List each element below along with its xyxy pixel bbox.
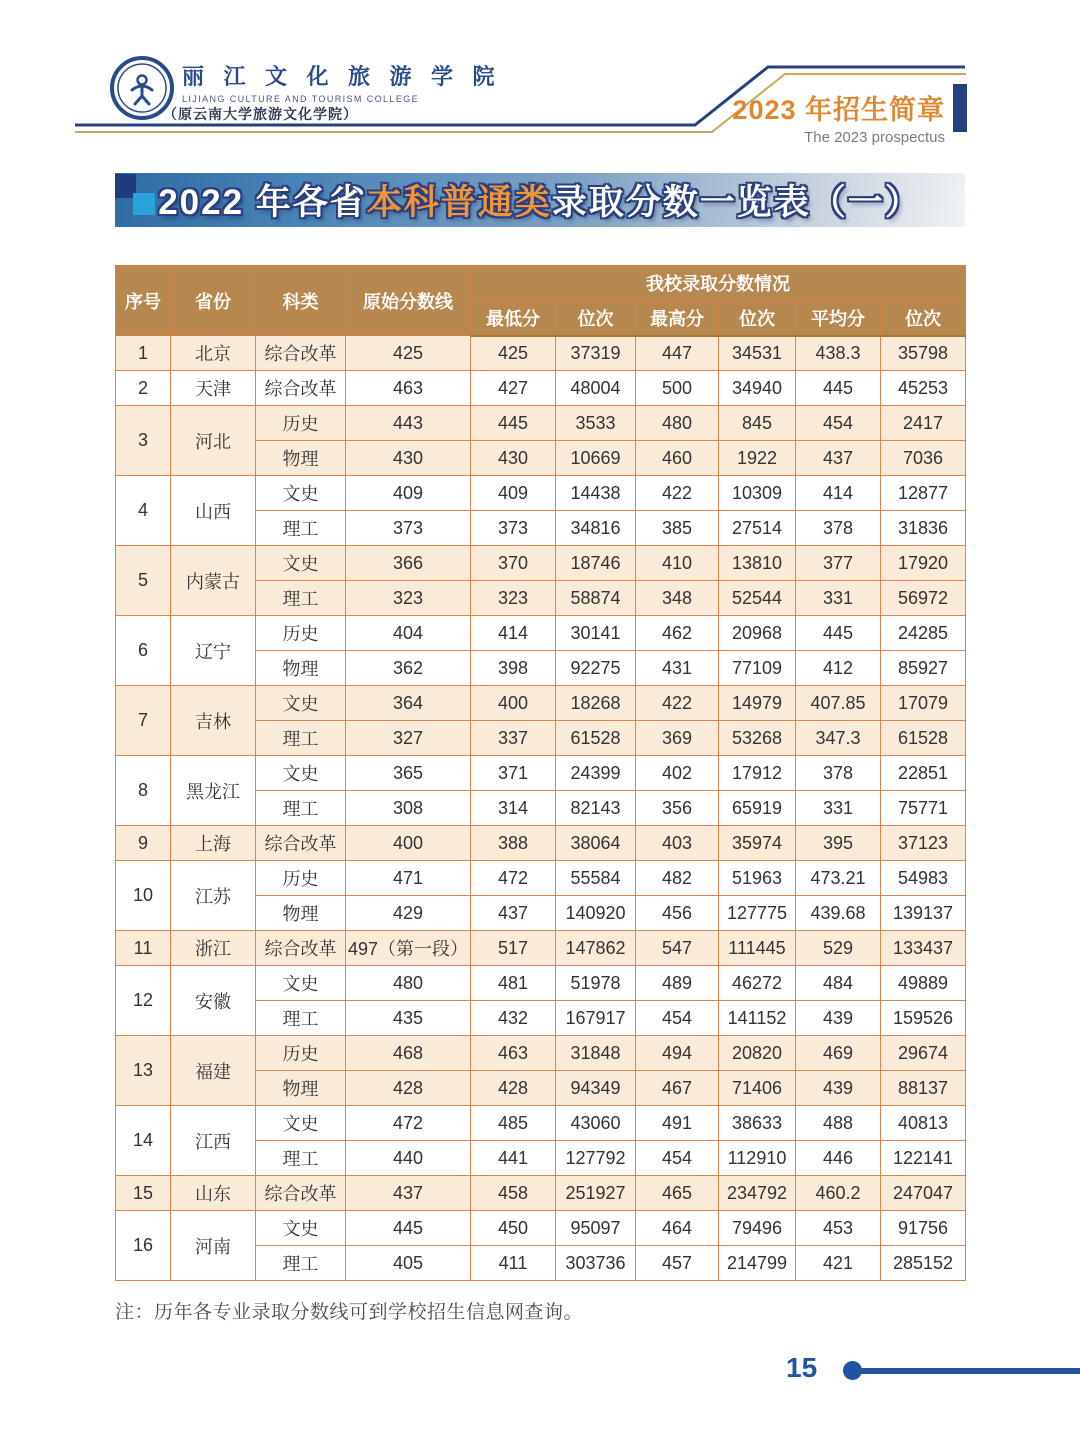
value-cell: 122141 bbox=[881, 1141, 966, 1176]
value-cell: 395 bbox=[796, 826, 881, 861]
province-cell: 北京 bbox=[171, 336, 256, 371]
value-cell: 430 bbox=[471, 441, 556, 476]
table-row bbox=[116, 616, 966, 651]
category-cell: 综合改革 bbox=[256, 336, 346, 371]
category-cell: 理工 bbox=[256, 721, 346, 756]
value-cell: 402 bbox=[636, 756, 719, 791]
value-cell: 20968 bbox=[719, 616, 796, 651]
value-cell: 133437 bbox=[881, 931, 966, 966]
value-cell: 472 bbox=[471, 861, 556, 896]
category-cell: 文史 bbox=[256, 686, 346, 721]
value-cell: 92275 bbox=[556, 651, 636, 686]
prospectus-subtitle: The 2023 prospectus bbox=[804, 129, 945, 146]
section-title-post: 录取分数一览表（一） bbox=[551, 183, 922, 222]
value-cell: 467 bbox=[636, 1071, 719, 1106]
value-cell: 469 bbox=[796, 1036, 881, 1071]
value-cell: 373 bbox=[346, 511, 471, 546]
value-cell: 88137 bbox=[881, 1071, 966, 1106]
seq-cell: 7 bbox=[116, 686, 171, 756]
value-cell: 20820 bbox=[719, 1036, 796, 1071]
value-cell: 348 bbox=[636, 581, 719, 616]
value-cell: 85927 bbox=[881, 651, 966, 686]
value-cell: 378 bbox=[796, 511, 881, 546]
seq-cell: 3 bbox=[116, 406, 171, 476]
value-cell: 431 bbox=[636, 651, 719, 686]
value-cell: 58874 bbox=[556, 581, 636, 616]
col-header-seq: 序号 bbox=[116, 266, 171, 336]
value-cell: 51963 bbox=[719, 861, 796, 896]
value-cell: 422 bbox=[636, 686, 719, 721]
value-cell: 454 bbox=[636, 1001, 719, 1036]
category-cell: 理工 bbox=[256, 1246, 346, 1281]
table-row bbox=[116, 826, 966, 861]
value-cell: 17920 bbox=[881, 546, 966, 581]
school-former-name: （原云南大学旅游文化学院） bbox=[163, 106, 358, 122]
category-cell: 物理 bbox=[256, 651, 346, 686]
value-cell: 454 bbox=[636, 1141, 719, 1176]
table-row bbox=[116, 1106, 966, 1141]
value-cell: 38064 bbox=[556, 826, 636, 861]
value-cell: 468 bbox=[346, 1036, 471, 1071]
value-cell: 845 bbox=[719, 406, 796, 441]
value-cell: 35798 bbox=[881, 336, 966, 371]
seq-cell: 14 bbox=[116, 1106, 171, 1176]
province-cell: 黑龙江 bbox=[171, 756, 256, 826]
value-cell: 439 bbox=[796, 1071, 881, 1106]
value-cell: 457 bbox=[636, 1246, 719, 1281]
value-cell: 362 bbox=[346, 651, 471, 686]
value-cell: 37123 bbox=[881, 826, 966, 861]
value-cell: 30141 bbox=[556, 616, 636, 651]
value-cell: 517 bbox=[471, 931, 556, 966]
value-cell: 460 bbox=[636, 441, 719, 476]
school-name-cn: 丽 江 文 化 旅 游 学 院 bbox=[182, 64, 502, 89]
value-cell: 17912 bbox=[719, 756, 796, 791]
seq-cell: 11 bbox=[116, 931, 171, 966]
value-cell: 488 bbox=[796, 1106, 881, 1141]
value-cell: 34940 bbox=[719, 371, 796, 406]
value-cell: 489 bbox=[636, 966, 719, 1001]
category-cell: 理工 bbox=[256, 1001, 346, 1036]
value-cell: 43060 bbox=[556, 1106, 636, 1141]
seq-cell: 6 bbox=[116, 616, 171, 686]
value-cell: 337 bbox=[471, 721, 556, 756]
value-cell: 53268 bbox=[719, 721, 796, 756]
value-cell: 425 bbox=[471, 336, 556, 371]
seq-cell: 12 bbox=[116, 966, 171, 1036]
value-cell: 481 bbox=[471, 966, 556, 1001]
value-cell: 214799 bbox=[719, 1246, 796, 1281]
value-cell: 61528 bbox=[881, 721, 966, 756]
value-cell: 370 bbox=[471, 546, 556, 581]
col-header-max-score: 最高分 bbox=[636, 301, 719, 336]
table-row bbox=[116, 756, 966, 791]
value-cell: 460.2 bbox=[796, 1176, 881, 1211]
value-cell: 453 bbox=[796, 1211, 881, 1246]
value-cell: 497（第一段） bbox=[346, 931, 471, 966]
value-cell: 127792 bbox=[556, 1141, 636, 1176]
value-cell: 49889 bbox=[881, 966, 966, 1001]
value-cell: 456 bbox=[636, 896, 719, 931]
value-cell: 29674 bbox=[881, 1036, 966, 1071]
table-header bbox=[116, 266, 966, 336]
value-cell: 428 bbox=[346, 1071, 471, 1106]
table-row bbox=[116, 966, 966, 1001]
value-cell: 439.68 bbox=[796, 896, 881, 931]
value-cell: 141152 bbox=[719, 1001, 796, 1036]
value-cell: 61528 bbox=[556, 721, 636, 756]
province-cell: 辽宁 bbox=[171, 616, 256, 686]
province-cell: 福建 bbox=[171, 1036, 256, 1106]
value-cell: 437 bbox=[796, 441, 881, 476]
col-header-min-score: 最低分 bbox=[471, 301, 556, 336]
value-cell: 405 bbox=[346, 1246, 471, 1281]
value-cell: 95097 bbox=[556, 1211, 636, 1246]
value-cell: 446 bbox=[796, 1141, 881, 1176]
value-cell: 458 bbox=[471, 1176, 556, 1211]
value-cell: 31836 bbox=[881, 511, 966, 546]
value-cell: 12877 bbox=[881, 476, 966, 511]
value-cell: 494 bbox=[636, 1036, 719, 1071]
value-cell: 369 bbox=[636, 721, 719, 756]
value-cell: 371 bbox=[471, 756, 556, 791]
section-banner bbox=[115, 173, 965, 227]
value-cell: 432 bbox=[471, 1001, 556, 1036]
value-cell: 54983 bbox=[881, 861, 966, 896]
value-cell: 437 bbox=[471, 896, 556, 931]
seq-cell: 1 bbox=[116, 336, 171, 371]
province-cell: 上海 bbox=[171, 826, 256, 861]
value-cell: 77109 bbox=[719, 651, 796, 686]
seq-cell: 5 bbox=[116, 546, 171, 616]
col-header-category: 科类 bbox=[256, 266, 346, 336]
value-cell: 18746 bbox=[556, 546, 636, 581]
table-row bbox=[116, 1211, 966, 1246]
seq-cell: 16 bbox=[116, 1211, 171, 1281]
value-cell: 465 bbox=[636, 1176, 719, 1211]
value-cell: 365 bbox=[346, 756, 471, 791]
value-cell: 10669 bbox=[556, 441, 636, 476]
value-cell: 464 bbox=[636, 1211, 719, 1246]
category-cell: 综合改革 bbox=[256, 1176, 346, 1211]
value-cell: 482 bbox=[636, 861, 719, 896]
table-row bbox=[116, 546, 966, 581]
value-cell: 327 bbox=[346, 721, 471, 756]
value-cell: 450 bbox=[471, 1211, 556, 1246]
value-cell: 454 bbox=[796, 406, 881, 441]
school-name-block bbox=[182, 60, 502, 104]
prospectus-accent-bar bbox=[953, 84, 967, 132]
value-cell: 65919 bbox=[719, 791, 796, 826]
col-header-max-rank: 位次 bbox=[719, 301, 796, 336]
value-cell: 411 bbox=[471, 1246, 556, 1281]
table-row bbox=[116, 336, 966, 371]
table-row bbox=[116, 371, 966, 406]
province-cell: 吉林 bbox=[171, 686, 256, 756]
value-cell: 409 bbox=[471, 476, 556, 511]
province-cell: 山西 bbox=[171, 476, 256, 546]
value-cell: 1922 bbox=[719, 441, 796, 476]
value-cell: 409 bbox=[346, 476, 471, 511]
category-cell: 历史 bbox=[256, 616, 346, 651]
value-cell: 38633 bbox=[719, 1106, 796, 1141]
col-header-avg-score: 平均分 bbox=[796, 301, 881, 336]
value-cell: 422 bbox=[636, 476, 719, 511]
value-cell: 18268 bbox=[556, 686, 636, 721]
seq-cell: 10 bbox=[116, 861, 171, 931]
value-cell: 429 bbox=[346, 896, 471, 931]
value-cell: 91756 bbox=[881, 1211, 966, 1246]
value-cell: 463 bbox=[346, 371, 471, 406]
seq-cell: 15 bbox=[116, 1176, 171, 1211]
table-row bbox=[116, 686, 966, 721]
value-cell: 37319 bbox=[556, 336, 636, 371]
value-cell: 234792 bbox=[719, 1176, 796, 1211]
value-cell: 111445 bbox=[719, 931, 796, 966]
seq-cell: 2 bbox=[116, 371, 171, 406]
value-cell: 22851 bbox=[881, 756, 966, 791]
value-cell: 398 bbox=[471, 651, 556, 686]
value-cell: 308 bbox=[346, 791, 471, 826]
value-cell: 323 bbox=[346, 581, 471, 616]
value-cell: 331 bbox=[796, 791, 881, 826]
value-cell: 127775 bbox=[719, 896, 796, 931]
value-cell: 407.85 bbox=[796, 686, 881, 721]
category-cell: 文史 bbox=[256, 1211, 346, 1246]
value-cell: 473.21 bbox=[796, 861, 881, 896]
category-cell: 综合改革 bbox=[256, 371, 346, 406]
value-cell: 35974 bbox=[719, 826, 796, 861]
value-cell: 51978 bbox=[556, 966, 636, 1001]
value-cell: 441 bbox=[471, 1141, 556, 1176]
category-cell: 综合改革 bbox=[256, 826, 346, 861]
category-cell: 历史 bbox=[256, 1036, 346, 1071]
category-cell: 理工 bbox=[256, 1141, 346, 1176]
col-header-group: 我校录取分数情况 bbox=[471, 266, 966, 301]
value-cell: 139137 bbox=[881, 896, 966, 931]
value-cell: 303736 bbox=[556, 1246, 636, 1281]
province-cell: 山东 bbox=[171, 1176, 256, 1211]
value-cell: 373 bbox=[471, 511, 556, 546]
table-row bbox=[116, 861, 966, 896]
category-cell: 历史 bbox=[256, 861, 346, 896]
table-row bbox=[116, 1036, 966, 1071]
value-cell: 7036 bbox=[881, 441, 966, 476]
value-cell: 314 bbox=[471, 791, 556, 826]
value-cell: 10309 bbox=[719, 476, 796, 511]
province-cell: 天津 bbox=[171, 371, 256, 406]
value-cell: 347.3 bbox=[796, 721, 881, 756]
section-title-pre: 2022 年各省 bbox=[158, 183, 367, 222]
value-cell: 427 bbox=[471, 371, 556, 406]
value-cell: 82143 bbox=[556, 791, 636, 826]
value-cell: 356 bbox=[636, 791, 719, 826]
category-cell: 历史 bbox=[256, 406, 346, 441]
table-row bbox=[116, 476, 966, 511]
value-cell: 48004 bbox=[556, 371, 636, 406]
admission-scores-table bbox=[115, 265, 966, 1281]
seq-cell: 4 bbox=[116, 476, 171, 546]
value-cell: 17079 bbox=[881, 686, 966, 721]
value-cell: 425 bbox=[346, 336, 471, 371]
prospectus-title: 2023 年招生简章 bbox=[732, 95, 945, 125]
col-header-min-rank: 位次 bbox=[556, 301, 636, 336]
category-cell: 文史 bbox=[256, 756, 346, 791]
value-cell: 529 bbox=[796, 931, 881, 966]
value-cell: 471 bbox=[346, 861, 471, 896]
value-cell: 388 bbox=[471, 826, 556, 861]
footnote: 注：历年各专业录取分数线可到学校招生信息网查询。 bbox=[115, 1302, 584, 1323]
province-cell: 内蒙古 bbox=[171, 546, 256, 616]
value-cell: 46272 bbox=[719, 966, 796, 1001]
value-cell: 414 bbox=[796, 476, 881, 511]
value-cell: 94349 bbox=[556, 1071, 636, 1106]
category-cell: 文史 bbox=[256, 546, 346, 581]
value-cell: 410 bbox=[636, 546, 719, 581]
category-cell: 理工 bbox=[256, 791, 346, 826]
prospectus-label-block bbox=[732, 88, 945, 146]
value-cell: 285152 bbox=[881, 1246, 966, 1281]
value-cell: 437 bbox=[346, 1176, 471, 1211]
table-row bbox=[116, 406, 966, 441]
value-cell: 79496 bbox=[719, 1211, 796, 1246]
seq-cell: 9 bbox=[116, 826, 171, 861]
value-cell: 421 bbox=[796, 1246, 881, 1281]
category-cell: 理工 bbox=[256, 581, 346, 616]
value-cell: 159526 bbox=[881, 1001, 966, 1036]
value-cell: 400 bbox=[471, 686, 556, 721]
value-cell: 547 bbox=[636, 931, 719, 966]
value-cell: 40813 bbox=[881, 1106, 966, 1141]
value-cell: 414 bbox=[471, 616, 556, 651]
value-cell: 167917 bbox=[556, 1001, 636, 1036]
value-cell: 247047 bbox=[881, 1176, 966, 1211]
table-row bbox=[116, 1176, 966, 1211]
value-cell: 3533 bbox=[556, 406, 636, 441]
section-title-highlight: 本科普通类 bbox=[366, 183, 552, 222]
value-cell: 377 bbox=[796, 546, 881, 581]
score-table-body bbox=[116, 336, 966, 1281]
value-cell: 366 bbox=[346, 546, 471, 581]
province-cell: 浙江 bbox=[171, 931, 256, 966]
category-cell: 物理 bbox=[256, 1071, 346, 1106]
section-title bbox=[158, 175, 922, 225]
province-cell: 江苏 bbox=[171, 861, 256, 931]
value-cell: 24399 bbox=[556, 756, 636, 791]
value-cell: 147862 bbox=[556, 931, 636, 966]
category-cell: 综合改革 bbox=[256, 931, 346, 966]
value-cell: 24285 bbox=[881, 616, 966, 651]
value-cell: 435 bbox=[346, 1001, 471, 1036]
category-cell: 文史 bbox=[256, 1106, 346, 1141]
value-cell: 472 bbox=[346, 1106, 471, 1141]
value-cell: 439 bbox=[796, 1001, 881, 1036]
value-cell: 31848 bbox=[556, 1036, 636, 1071]
province-cell: 江西 bbox=[171, 1106, 256, 1176]
value-cell: 491 bbox=[636, 1106, 719, 1141]
footer-line bbox=[852, 1368, 1080, 1374]
value-cell: 445 bbox=[346, 1211, 471, 1246]
value-cell: 430 bbox=[346, 441, 471, 476]
value-cell: 438.3 bbox=[796, 336, 881, 371]
value-cell: 445 bbox=[796, 616, 881, 651]
seq-cell: 8 bbox=[116, 756, 171, 826]
value-cell: 445 bbox=[471, 406, 556, 441]
col-header-avg-rank: 位次 bbox=[881, 301, 966, 336]
seq-cell: 13 bbox=[116, 1036, 171, 1106]
value-cell: 428 bbox=[471, 1071, 556, 1106]
value-cell: 140920 bbox=[556, 896, 636, 931]
banner-cyan-square bbox=[133, 193, 155, 215]
value-cell: 251927 bbox=[556, 1176, 636, 1211]
value-cell: 440 bbox=[346, 1141, 471, 1176]
province-cell: 河南 bbox=[171, 1211, 256, 1281]
category-cell: 理工 bbox=[256, 511, 346, 546]
value-cell: 34816 bbox=[556, 511, 636, 546]
school-name-en: LIJIANG CULTURE AND TOURISM COLLEGE bbox=[182, 94, 420, 104]
value-cell: 480 bbox=[346, 966, 471, 1001]
value-cell: 400 bbox=[346, 826, 471, 861]
value-cell: 14979 bbox=[719, 686, 796, 721]
value-cell: 443 bbox=[346, 406, 471, 441]
col-header-original-line: 原始分数线 bbox=[346, 266, 471, 336]
value-cell: 55584 bbox=[556, 861, 636, 896]
value-cell: 445 bbox=[796, 371, 881, 406]
value-cell: 2417 bbox=[881, 406, 966, 441]
province-cell: 安徽 bbox=[171, 966, 256, 1036]
value-cell: 52544 bbox=[719, 581, 796, 616]
value-cell: 71406 bbox=[719, 1071, 796, 1106]
value-cell: 378 bbox=[796, 756, 881, 791]
page-number: 15 bbox=[786, 1352, 818, 1383]
category-cell: 文史 bbox=[256, 476, 346, 511]
value-cell: 500 bbox=[636, 371, 719, 406]
value-cell: 75771 bbox=[881, 791, 966, 826]
col-header-province: 省份 bbox=[171, 266, 256, 336]
value-cell: 323 bbox=[471, 581, 556, 616]
value-cell: 14438 bbox=[556, 476, 636, 511]
value-cell: 404 bbox=[346, 616, 471, 651]
category-cell: 物理 bbox=[256, 441, 346, 476]
value-cell: 462 bbox=[636, 616, 719, 651]
category-cell: 物理 bbox=[256, 896, 346, 931]
value-cell: 403 bbox=[636, 826, 719, 861]
value-cell: 112910 bbox=[719, 1141, 796, 1176]
value-cell: 364 bbox=[346, 686, 471, 721]
value-cell: 331 bbox=[796, 581, 881, 616]
value-cell: 27514 bbox=[719, 511, 796, 546]
value-cell: 484 bbox=[796, 966, 881, 1001]
value-cell: 412 bbox=[796, 651, 881, 686]
value-cell: 447 bbox=[636, 336, 719, 371]
value-cell: 13810 bbox=[719, 546, 796, 581]
value-cell: 45253 bbox=[881, 371, 966, 406]
value-cell: 34531 bbox=[719, 336, 796, 371]
value-cell: 480 bbox=[636, 406, 719, 441]
value-cell: 463 bbox=[471, 1036, 556, 1071]
category-cell: 文史 bbox=[256, 966, 346, 1001]
value-cell: 485 bbox=[471, 1106, 556, 1141]
province-cell: 河北 bbox=[171, 406, 256, 476]
table-row bbox=[116, 931, 966, 966]
value-cell: 385 bbox=[636, 511, 719, 546]
value-cell: 56972 bbox=[881, 581, 966, 616]
